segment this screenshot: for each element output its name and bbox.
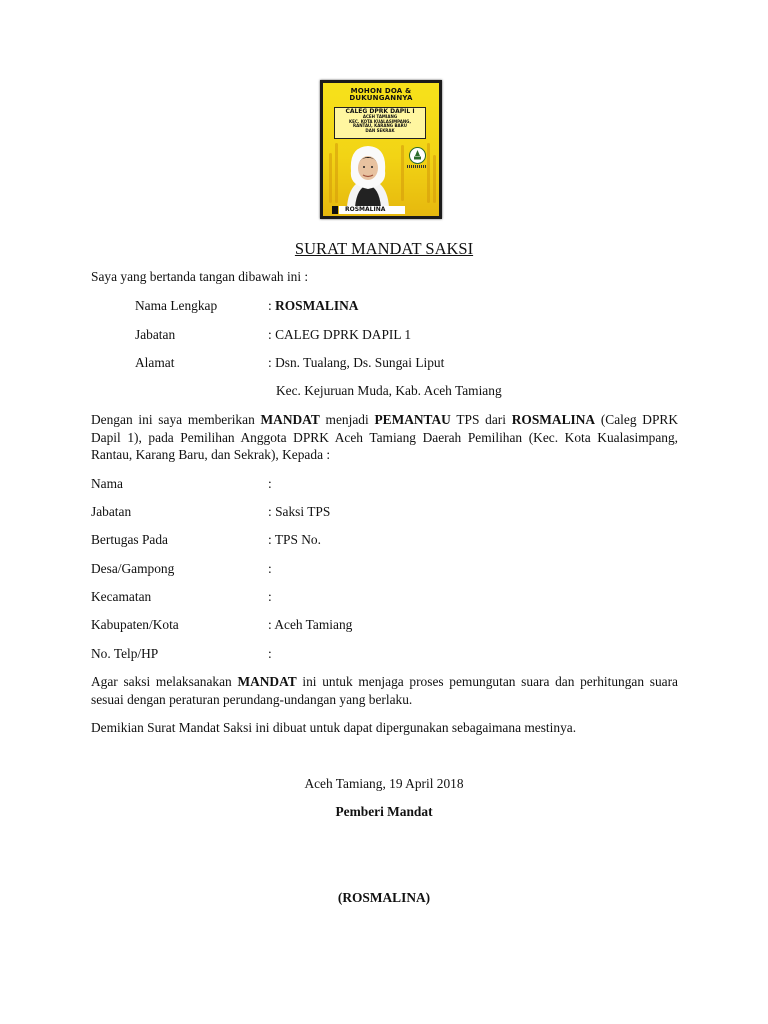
issuer-name-inline: ROSMALINA [511,412,596,427]
recipient-field-label: Desa/Gampong [91,561,175,576]
recipient-field-label: Kecamatan [91,589,152,604]
mandate-text: menjadi [319,412,375,427]
wheat-stalk [401,145,404,201]
wheat-stalk [427,143,430,203]
issuer-name-value: : ROSMALINA [268,298,359,313]
recipient-field-value: : Saksi TPS [268,504,331,519]
issuer-address-line1: : Dsn. Tualang, Ds. Sungai Liput [268,355,445,370]
mandate-keyword: MANDAT [237,674,297,689]
issuer-name-label: Nama Lengkap [135,298,218,313]
banner-caption-heading: CALEG DPRK DAPIL I [345,108,415,115]
banner-caption-line: RANTAU, KARANG BARU [353,123,407,129]
party-emblem-icon [409,147,426,164]
campaign-banner [320,80,442,219]
recipient-field-value: : TPS No. [268,532,321,547]
duty-text: Agar saksi melaksanakan [91,674,238,689]
recipient-field-label: Kabupaten/Kota [91,617,179,632]
wheat-stalk [335,143,338,203]
banner-title-line: DUKUNGANNYA [349,94,413,102]
wheat-stalk [433,155,436,203]
mandate-text: Dengan ini saya memberikan [91,412,261,427]
banner-caption-box [334,107,426,139]
closing-text: Demikian Surat Mandat Saksi ini dibuat untuk dapat dipergunakan sebagaimana mestinya. [91,720,577,735]
issuer-name: ROSMALINA [275,298,359,313]
signer-name: (ROSMALINA) [337,890,431,905]
banner-title-line: MOHON DOA & [350,87,412,95]
mandate-text: TPS dari [450,412,512,427]
mandate-keyword: MANDAT [260,412,320,427]
banner-caption-line: DAN SEKRAK [365,127,395,133]
intro-text: Saya yang bertanda tangan dibawah ini : [91,269,309,284]
signer-role: Pemberi Mandat [335,804,433,819]
place-date: Aceh Tamiang, 19 April 2018 [304,776,464,791]
issuer-position-value: : CALEG DPRK DAPIL 1 [268,327,412,342]
banner-caption-line: ACEH TAMIANG [362,114,398,119]
duty-text: ini untuk menjaga proses pemungutan suara dan perhitungan suara sesuai dengan peraturan perundang-undangan yang berlaku. [91,674,678,707]
recipient-field-label: No. Telp/HP [91,646,159,661]
recipient-field-label: Jabatan [91,504,132,519]
banner-poster [323,83,439,216]
banner-title [323,88,439,102]
document-title: SURAT MANDAT SAKSI [294,239,474,258]
recipient-field-value: : Aceh Tamiang [268,617,353,632]
issuer-address-label: Alamat [135,355,175,370]
duty-paragraph [91,673,678,708]
wheat-stalk [329,153,332,203]
recipient-field-value: : [268,476,272,491]
ballot-number-icon [332,206,338,214]
issuer-position-label: Jabatan [135,327,176,342]
recipient-field-label: Nama [91,476,123,491]
mandate-paragraph [91,411,678,464]
candidate-portrait [341,141,395,207]
party-name-strip [407,165,427,168]
recipient-field-value: : [268,589,272,604]
recipient-field-value: : [268,561,272,576]
mandate-text: (Caleg DPRK Dapil 1), pada Pemilihan Anggota DPRK Aceh Tamiang Daerah Pemilihan (Kec. Kota Kualasimpang, Rantau, Karang Baru, dan Sekrak), Kepada : [91,412,679,462]
recipient-field-label: Bertugas Pada [91,532,168,547]
banner-candidate-name: ROSMALINA [339,206,405,214]
recipient-field-value: : [268,646,272,661]
banner-caption-line: KEC. KOTA KUALASIMPANG, [349,118,411,124]
monitor-keyword: PEMANTAU [374,412,451,427]
issuer-address-line2: Kec. Kejuruan Muda, Kab. Aceh Tamiang [276,383,502,398]
